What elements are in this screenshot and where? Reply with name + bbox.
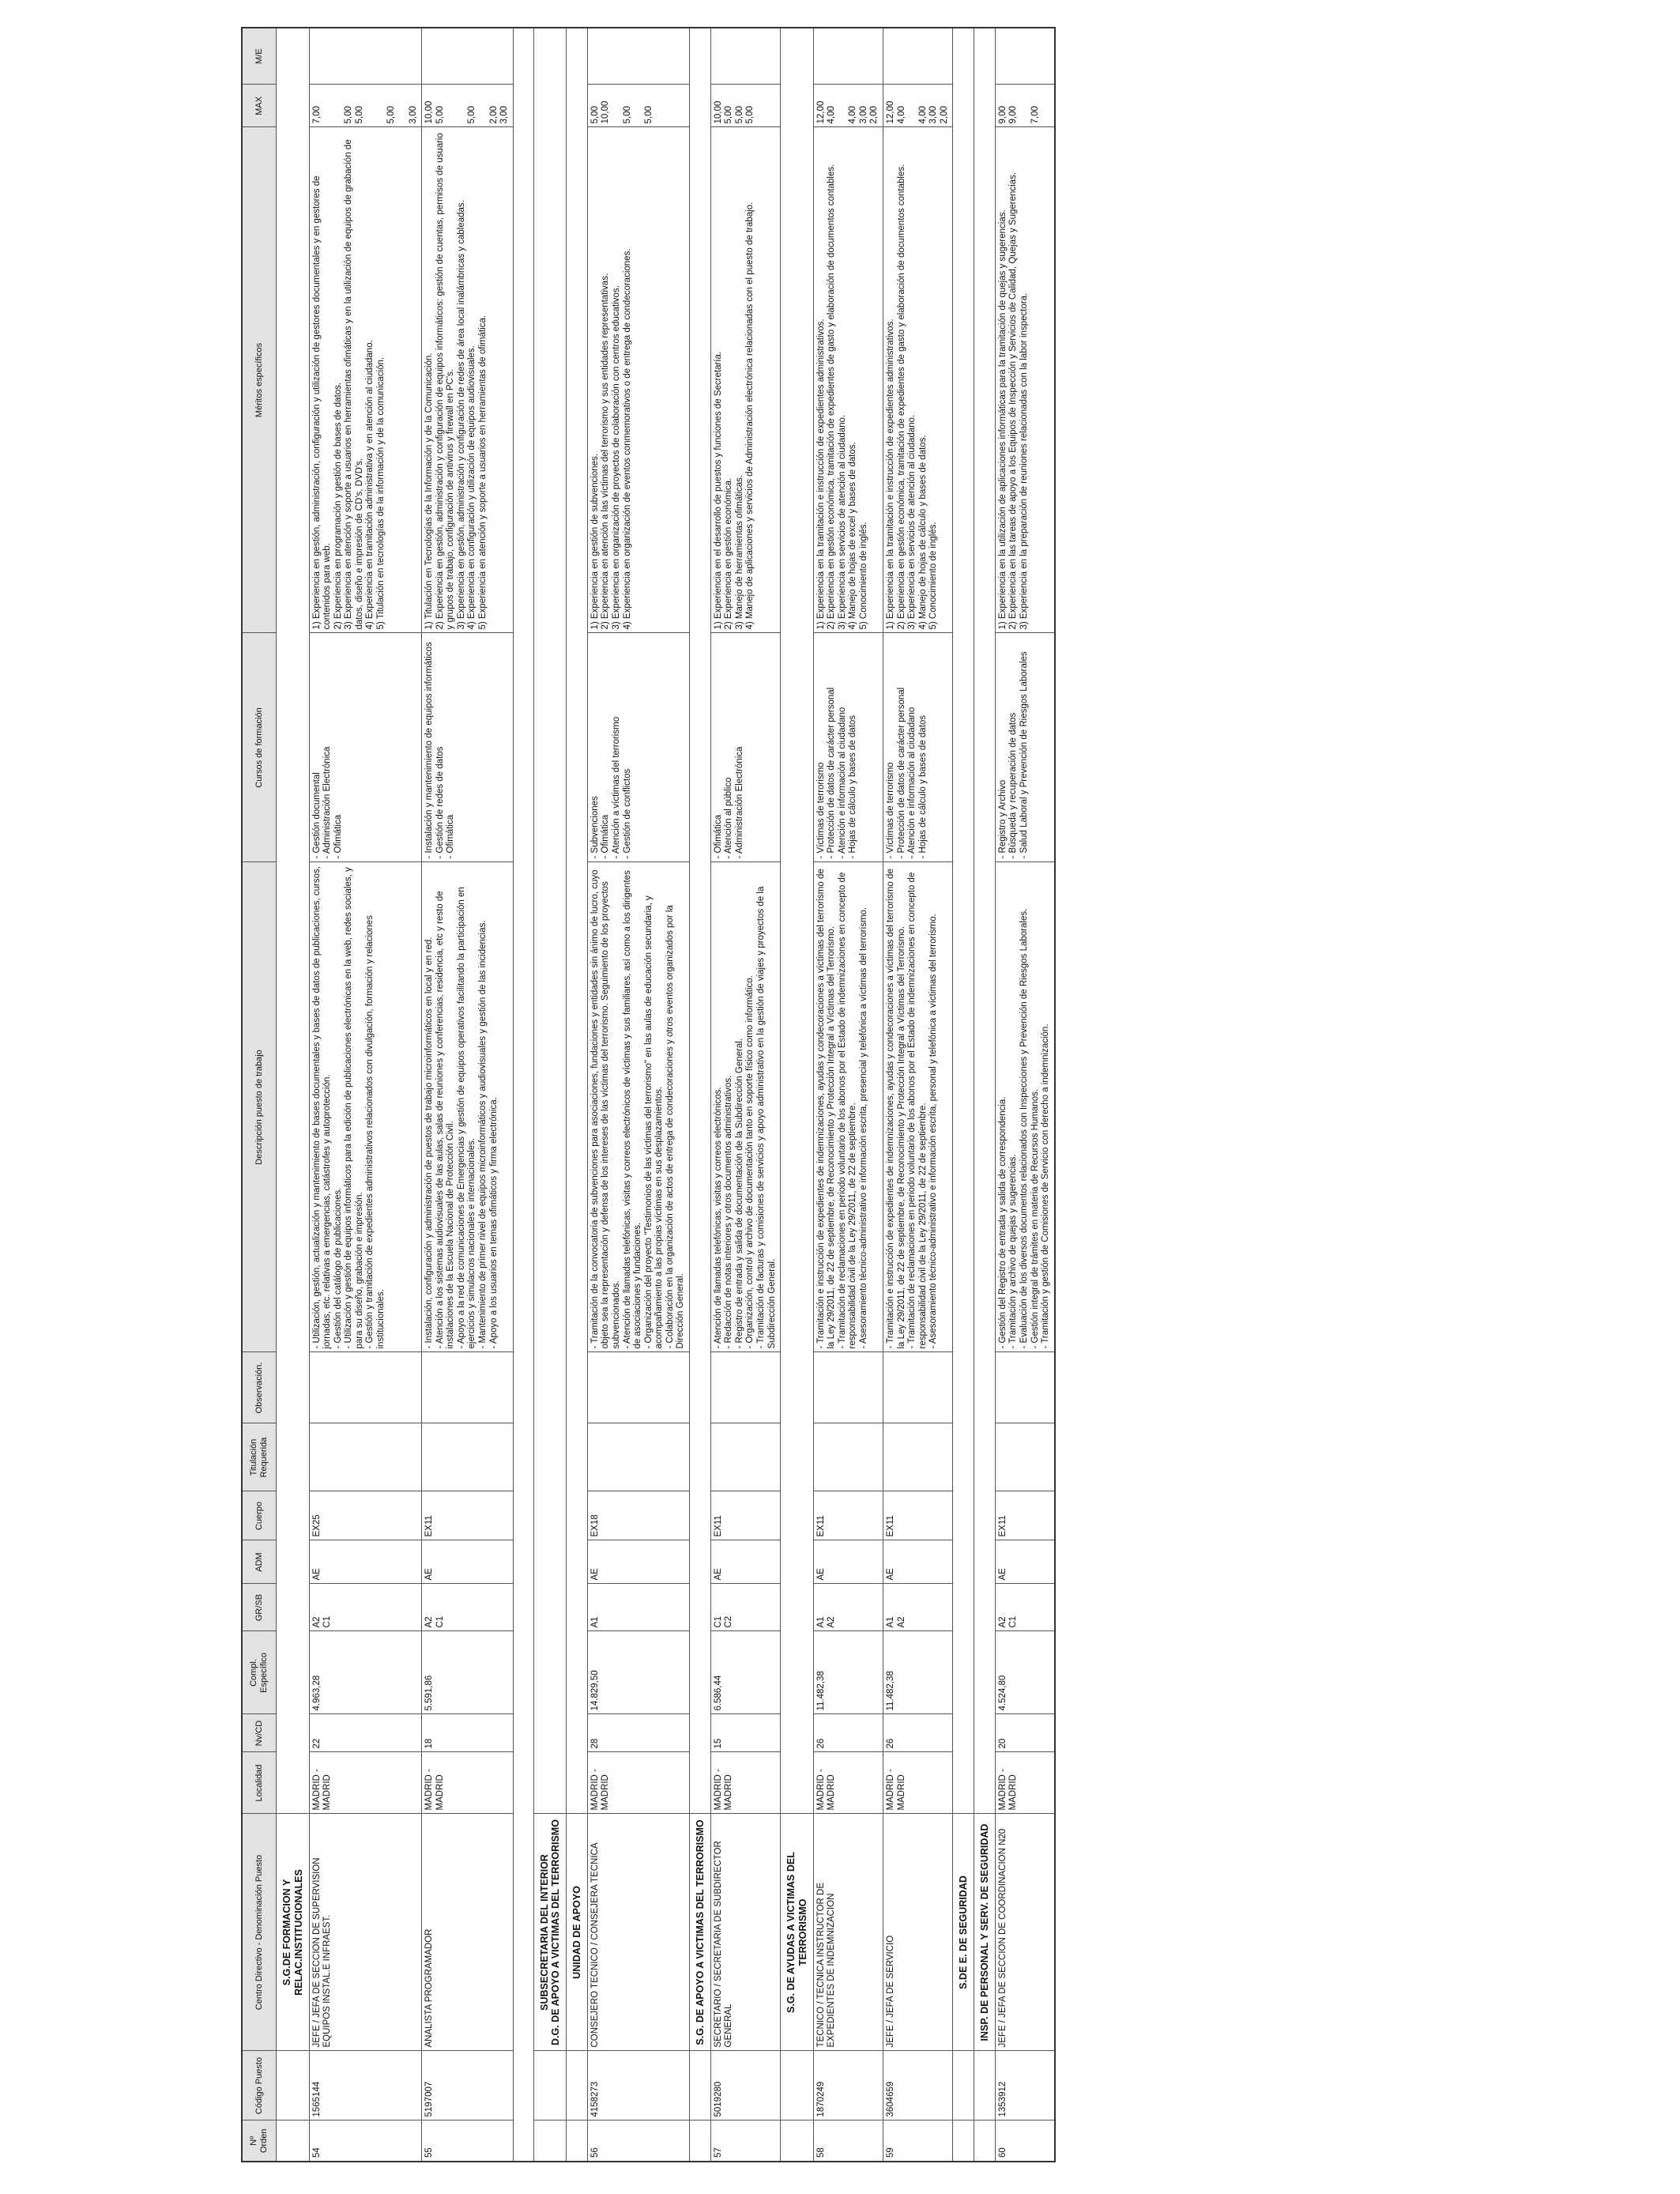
cell-titulacion bbox=[995, 1423, 1054, 1491]
cell-localidad: MADRID - MADRID bbox=[422, 1752, 514, 1814]
cell-me bbox=[587, 28, 689, 85]
cell-observacion bbox=[309, 1352, 422, 1423]
cell-complemento: 5.591,86 bbox=[422, 1631, 514, 1714]
cell-titulacion bbox=[813, 1423, 883, 1491]
section-title: INSP. DE PERSONAL Y SERV. DE SEGURIDAD bbox=[974, 1814, 996, 2051]
cell-cuerpo: EX11 bbox=[813, 1491, 883, 1540]
cell-cursos: - Víctimas de terrorismo - Protección de datos de carácter personal - Atención e información al ciudadano - Hojas de cálculo y bases de datos bbox=[883, 633, 952, 862]
col-header-orden: Nº Orden bbox=[242, 2120, 277, 2162]
cell-puesto: SECRETARIO / SECRETARIA DE SUBDIRECTOR GENERAL bbox=[710, 1814, 780, 2051]
cell-orden: 59 bbox=[883, 2120, 952, 2162]
job-positions-table bbox=[241, 27, 1056, 2162]
cell-nivel: 22 bbox=[309, 1714, 422, 1752]
cell-codigo: 1870249 bbox=[813, 2051, 883, 2120]
cell-cursos: - Gestión documental - Administración Electrónica - Ofimática bbox=[309, 633, 422, 862]
cell-max: 10,00 5,00 5,00 2,00 3,00 bbox=[422, 85, 514, 127]
cell-adm: AE bbox=[710, 1540, 780, 1584]
cell-cuerpo: EX11 bbox=[995, 1491, 1054, 1540]
table-row bbox=[422, 28, 514, 2162]
cell-max: 7,00 5,00 5,00 5,00 3,00 bbox=[309, 85, 422, 127]
section-title: SUBSECRETARIA DEL INTERIOR D.G. DE APOYO A VICTIMAS DEL TERRORISMO bbox=[533, 1814, 567, 2051]
cell-max: 12,00 4,00 4,00 3,00 2,00 bbox=[813, 85, 883, 127]
cell-meritos: 1) Experiencia en la utilización de aplicaciones informáticas para la tramitación de quejas y sugerencias. 2) Experiencia en las tareas de apoyo a los Equipos de Inspección y Servicios de Calidad, Quejas y Sugerencias. 3) Experiencia en la preparación de reuniones relacionadas con la labor inspectora. bbox=[995, 127, 1054, 633]
cell-codigo: 5019280 bbox=[710, 2051, 780, 2120]
col-header-puesto: Centro Directivo - Denominación Puesto bbox=[242, 1814, 277, 2051]
cell-observacion bbox=[995, 1352, 1054, 1423]
cell-observacion bbox=[422, 1352, 514, 1423]
col-header-adm: ADM bbox=[242, 1540, 277, 1584]
cell-puesto: CONSEJERO TECNICO / CONSEJERA TECNICA bbox=[587, 1814, 689, 2051]
col-header-complemento: Compl. Específico bbox=[242, 1631, 277, 1714]
cell-descripcion: - Tramitación de la convocatoria de subvenciones para asociaciones, fundaciones y entidades sin ánimo de lucro, cuyo objeto sea la representación y defensa de los intereses de las víctimas del terrorismo. Seguimiento de los proyectos subvencionados. - Atención de llamadas telefónicas, visitas y correos electrónicos de víctimas y sus familiares, así como a los dirigentes de asociaciones y fundaciones. - Organización del proyecto "Testimonios de las víctimas del terrorismo" en las aulas de educación secundaria, y acompañamiento a las propias víctimas en sus desplazamientos. - Colaboración en la organización de actos de entrega de condecoraciones y otros eventos organizados por la Dirección General. bbox=[587, 862, 689, 1352]
table-row bbox=[309, 28, 422, 2162]
cell-descripcion: - Tramitación e instrucción de expedientes de indemnizaciones, ayudas y condecoraciones a víctimas del terrorismo de la Ley 29/2011, de 22 de septiembre, de Reconocimiento y Protección Integral a Víctimas del Terrorismo. - Tramitación de reclamaciones en periodo voluntario de los abonos por el Estado de indemnizaciones en concepto de responsabilidad civil de la Ley 29/2011, de 22 de septiembre. - Asesoramiento técnico-administrativo e información escrita, personal y telefónica a víctimas del terrorismo. bbox=[883, 862, 952, 1352]
cell-cuerpo: EX11 bbox=[883, 1491, 952, 1540]
cell-cuerpo: EX11 bbox=[710, 1491, 780, 1540]
col-header-cursos: Cursos de formación bbox=[242, 633, 277, 862]
cell-cursos: - Ofimática - Atención al público - Administración Electrónica bbox=[710, 633, 780, 862]
cell-meritos: 1) Experiencia en gestión de subvenciones. 2) Experiencia en atención a las víctimas del terrorismo y sus entidades representativas. 3) Experiencia en organización de proyectos de colaboración con centros educativos. 4) Experiencia en organización de eventos conmemorativos o de entrega de condecoraciones. bbox=[587, 127, 689, 633]
cell-grupo: A2 C1 bbox=[309, 1584, 422, 1631]
cell-complemento: 6.586,44 bbox=[710, 1631, 780, 1714]
cell-cursos: - Subvenciones - Ofimática - Atención a víctimas del terrorismo - Gestión de conflictos bbox=[587, 633, 689, 862]
section-title: S.G. DE APOYO A VICTIMAS DEL TERRORISMO bbox=[689, 1814, 710, 2051]
cell-orden: 60 bbox=[995, 2120, 1054, 2162]
cell-cuerpo: EX18 bbox=[587, 1491, 689, 1540]
section-row bbox=[953, 28, 974, 2162]
cell-max: 12,00 4,00 4,00 3,00 2,00 bbox=[883, 85, 952, 127]
col-header-max: MAX bbox=[242, 85, 277, 127]
col-header-me: M/E bbox=[242, 28, 277, 85]
cell-localidad: MADRID - MADRID bbox=[309, 1752, 422, 1814]
col-header-observacion: Observación. bbox=[242, 1352, 277, 1423]
col-header-localidad: Localidad bbox=[242, 1752, 277, 1814]
cell-orden: 55 bbox=[422, 2120, 514, 2162]
cell-grupo: A2 C1 bbox=[995, 1584, 1054, 1631]
cell-codigo: 5197007 bbox=[422, 2051, 514, 2120]
table-row bbox=[813, 28, 883, 2162]
cell-descripcion: - Instalación, configuración y administración de puestos de trabajo microinformáticos en local y en red. - Atención a los sistemas audiovisuales de las aulas, salas de reuniones y conferencias, residencia, etc y resto de instalaciones de la Escuela Nacional de Protección Civil. - Apoyo a la red de comunicaciones de Emergencias y gestión de equipos operativos facilitando la participación en ejercicios y simulacros nacionales e internacionales. - Mantenimiento de primer nivel de equipos microinformáticos y audiovisuales y gestión de las incidencias. - Apoyo a los usuarios en temas ofimáticos y firma electrónica. bbox=[422, 862, 514, 1352]
section-row bbox=[567, 28, 588, 2162]
cell-nivel: 28 bbox=[587, 1714, 689, 1752]
cell-adm: AE bbox=[587, 1540, 689, 1584]
cell-max: 9,00 9,00 7,00 bbox=[995, 85, 1054, 127]
cell-descripcion: - Utilización, gestión, actualización y mantenimiento de bases documentales y bases de datos de publicaciones, cursos, jornadas, etc. relativas a emergencias, catástrofes y autoprotección. - Gestión del catálogo de publicaciones. - Utilización y gestión de equipos informáticos para la edición de publicaciones electrónicas en la web, redes sociales, y para su diseño, grabación e impresión. - Gestión y tramitación de expedientes administrativos relacionados con divulgación, formación y relaciones institucionales. bbox=[309, 862, 422, 1352]
cell-puesto: ANALISTA PROGRAMADOR bbox=[422, 1814, 514, 2051]
cell-grupo: A1 A2 bbox=[813, 1584, 883, 1631]
cell-grupo: C1 C2 bbox=[710, 1584, 780, 1631]
cell-localidad: MADRID - MADRID bbox=[587, 1752, 689, 1814]
cell-meritos: 1) Experiencia en gestión, administración, configuración y utilización de gestores documentales y en gestores de contenidos para web. 2) Experiencia en programación y gestión de bases de datos. 3) Experiencia en atención y soporte a usuarios en herramientas ofimáticas y en la utilización de equipos de grabación de datos, diseño e impresión de CD's, DVD's. 4) Experiencia en tramitación administrativa y en atención al ciudadano. 5) Titulación en tecnologías de la información y de la comunicación. bbox=[309, 127, 422, 633]
cell-cuerpo: EX25 bbox=[309, 1491, 422, 1540]
section-row bbox=[533, 28, 567, 2162]
cell-puesto: JEFE / JEFA DE SECCION DE SUPERVISION EQUIPOS INSTAL.E INFRAEST. bbox=[309, 1814, 422, 2051]
cell-meritos: 1) Titulación en Tecnologías de la Información y de la Comunicación. 2) Experiencia en gestión, administración y configuración de equipos informáticos: gestión de cuentas, permisos de usuario y grupos de trabajo, configuración de antivirus y firewall en PC's. 3) Experiencia en gestión, administración y configuración de redes de área local inalámbricas y cableadas. 4) Experiencia en configuración y utilización de equipos audiovisuales. 5) Experiencia en atención y soporte a usuarios en herramientas de ofimática. bbox=[422, 127, 514, 633]
section-title: S.G.DE FORMACION Y RELAC.INSTITUCIONALES bbox=[277, 1814, 310, 2051]
cell-complemento: 11.482,38 bbox=[813, 1631, 883, 1714]
cell-me bbox=[883, 28, 952, 85]
col-header-descripcion: Descripción puesto de trabajo bbox=[242, 862, 277, 1352]
section-row bbox=[277, 28, 310, 2162]
header-row bbox=[242, 28, 277, 2162]
col-header-nivel: Nv/CD bbox=[242, 1714, 277, 1752]
cell-adm: AE bbox=[995, 1540, 1054, 1584]
cell-complemento: 4.524,80 bbox=[995, 1631, 1054, 1714]
cell-orden: 56 bbox=[587, 2120, 689, 2162]
table-row bbox=[710, 28, 780, 2162]
cell-observacion bbox=[883, 1352, 952, 1423]
cell-me bbox=[813, 28, 883, 85]
cell-cursos: - Víctimas de terrorismo - Protección de datos de carácter personal - Atención e información al ciudadano - Hojas de cálculo y bases de datos bbox=[813, 633, 883, 862]
cell-grupo: A1 bbox=[587, 1584, 689, 1631]
cell-titulacion bbox=[309, 1423, 422, 1491]
cell-orden: 57 bbox=[710, 2120, 780, 2162]
col-header-meritos: Méritos específicos bbox=[242, 127, 277, 633]
cell-grupo: A2 C1 bbox=[422, 1584, 514, 1631]
cell-nivel: 26 bbox=[883, 1714, 952, 1752]
cell-localidad: MADRID - MADRID bbox=[883, 1752, 952, 1814]
cell-me bbox=[710, 28, 780, 85]
cell-codigo: 3604659 bbox=[883, 2051, 952, 2120]
col-header-codigo: Código Puesto bbox=[242, 2051, 277, 2120]
col-header-titulacion: Titulación Requerida bbox=[242, 1423, 277, 1491]
cell-puesto: JEFE / JEFA DE SECCION DE COORDINACION N20 bbox=[995, 1814, 1054, 2051]
cell-puesto: TECNICO / TECNICA INSTRUCTOR DE EXPEDIENTES DE INDEMNIZACION bbox=[813, 1814, 883, 2051]
cell-max: 5,00 10,00 5,00 5,00 bbox=[587, 85, 689, 127]
section-row bbox=[974, 28, 996, 2162]
cell-codigo: 1565144 bbox=[309, 2051, 422, 2120]
cell-complemento: 4.963,28 bbox=[309, 1631, 422, 1714]
cell-titulacion bbox=[710, 1423, 780, 1491]
cell-codigo: 1353912 bbox=[995, 2051, 1054, 2120]
table-row bbox=[587, 28, 689, 2162]
col-header-grupo: GR/SB bbox=[242, 1584, 277, 1631]
cell-titulacion bbox=[883, 1423, 952, 1491]
cell-me bbox=[309, 28, 422, 85]
cell-nivel: 20 bbox=[995, 1714, 1054, 1752]
cell-complemento: 14.829,50 bbox=[587, 1631, 689, 1714]
cell-nivel: 26 bbox=[813, 1714, 883, 1752]
cell-descripcion: - Tramitación e instrucción de expedientes de indemnizaciones, ayudas y condecoraciones a víctimas del terrorismo de la Ley 29/2011, de 22 de septiembre, de Reconocimiento y Protección Integral a Víctimas del Terrorismo. - Tramitación de reclamaciones en periodo voluntario de los abonos por el Estado de indemnizaciones en concepto de responsabilidad civil de la Ley 29/2011, de 22 de septiembre. - Asesoramiento técnico-administrativo e información escrita, presencial y telefónica a víctimas del terrorismo. bbox=[813, 862, 883, 1352]
cell-localidad: MADRID - MADRID bbox=[710, 1752, 780, 1814]
table-row bbox=[995, 28, 1054, 2162]
cell-me bbox=[995, 28, 1054, 85]
spacer-row bbox=[513, 28, 533, 2162]
cell-adm: AE bbox=[813, 1540, 883, 1584]
cell-max: 10,00 5,00 5,00 5,00 bbox=[710, 85, 780, 127]
cell-titulacion bbox=[587, 1423, 689, 1491]
cell-descripcion: - Atención de llamadas telefónicas, visitas y correos electrónicos. - Redacción de notas interiores y otros documentos administrativos. - Registro de entrada y salida de documentación de la Subdirección General. - Organización, control y archivo de documentación tanto en soporte físico como informático. - Tramitación de facturas y comisiones de servicios y apoyo administrativo en la gestión de viajes y proyectos de la Subdirección General. bbox=[710, 862, 780, 1352]
cell-observacion bbox=[813, 1352, 883, 1423]
section-title: S.DE E. DE SEGURIDAD bbox=[953, 1814, 974, 2051]
cell-cuerpo: EX11 bbox=[422, 1491, 514, 1540]
cell-observacion bbox=[587, 1352, 689, 1423]
cell-descripcion: - Gestión del Registro de entrada y salida de correspondencia. - Tramitación y archivo de quejas y sugerencias. - Evaluación de los diversos documentos relacionados con Inspecciones y Prevención de Riesgos Laborales. - Gestión integral de trámites en materia de Recursos Humanos. - Tramitación y gestión de Comisiones de Servicio con derecho a indemnización. bbox=[995, 862, 1054, 1352]
cell-nivel: 18 bbox=[422, 1714, 514, 1752]
cell-grupo: A1 A2 bbox=[883, 1584, 952, 1631]
col-header-cuerpo: Cuerpo bbox=[242, 1491, 277, 1540]
cell-observacion bbox=[710, 1352, 780, 1423]
cell-meritos: 1) Experiencia en la tramitación e instrucción de expedientes administrativos. 2) Experiencia en gestión económica, tramitación de expedientes de gasto y elaboración de documentos contables. 3) Experiencia en servicios de atención al ciudadano. 4) Manejo de hojas de cálculo y bases de datos. 5) Conocimiento de inglés. bbox=[883, 127, 952, 633]
cell-localidad: MADRID - MADRID bbox=[995, 1752, 1054, 1814]
cell-adm: AE bbox=[422, 1540, 514, 1584]
cell-codigo: 4158273 bbox=[587, 2051, 689, 2120]
section-title: UNIDAD DE APOYO bbox=[567, 1814, 588, 2051]
cell-me bbox=[422, 28, 514, 85]
table-row bbox=[883, 28, 952, 2162]
cell-orden: 58 bbox=[813, 2120, 883, 2162]
cell-localidad: MADRID - MADRID bbox=[813, 1752, 883, 1814]
cell-meritos: 1) Experiencia en la tramitación e instrucción de expedientes administrativos. 2) Experiencia en gestión económica, tramitación de expedientes de gasto y elaboración de documentos contables. 3) Experiencia en servicios de atención al ciudadano. 4) Manejo de hojas de excel y bases de datos. 5) Conocimiento de inglés. bbox=[813, 127, 883, 633]
cell-adm: AE bbox=[883, 1540, 952, 1584]
section-row bbox=[689, 28, 710, 2162]
cell-cursos: - Instalación y mantenimiento de equipos informáticos - Gestión de redes de datos - Ofimática bbox=[422, 633, 514, 862]
cell-adm: AE bbox=[309, 1540, 422, 1584]
section-row bbox=[781, 28, 814, 2162]
cell-titulacion bbox=[422, 1423, 514, 1491]
cell-puesto: JEFE / JEFA DE SERVICIO bbox=[883, 1814, 952, 2051]
cell-nivel: 15 bbox=[710, 1714, 780, 1752]
cell-complemento: 11.482,38 bbox=[883, 1631, 952, 1714]
cell-meritos: 1) Experiencia en el desarrollo de puestos y funciones de Secretaría. 2) Experiencia en gestión económica. 3) Manejo de herramientas ofimáticas. 4) Manejo de aplicaciones y servicios de Administración electrónica relacionadas con el puesto de trabajo. bbox=[710, 127, 780, 633]
cell-cursos: - Registro y Archivo - Búsqueda y recuperación de datos - Salud Laboral y Prevención de Riesgos Laborales bbox=[995, 633, 1054, 862]
section-title: S.G. DE AYUDAS A VICTIMAS DEL TERRORISMO bbox=[781, 1814, 814, 2051]
cell-orden: 54 bbox=[309, 2120, 422, 2162]
